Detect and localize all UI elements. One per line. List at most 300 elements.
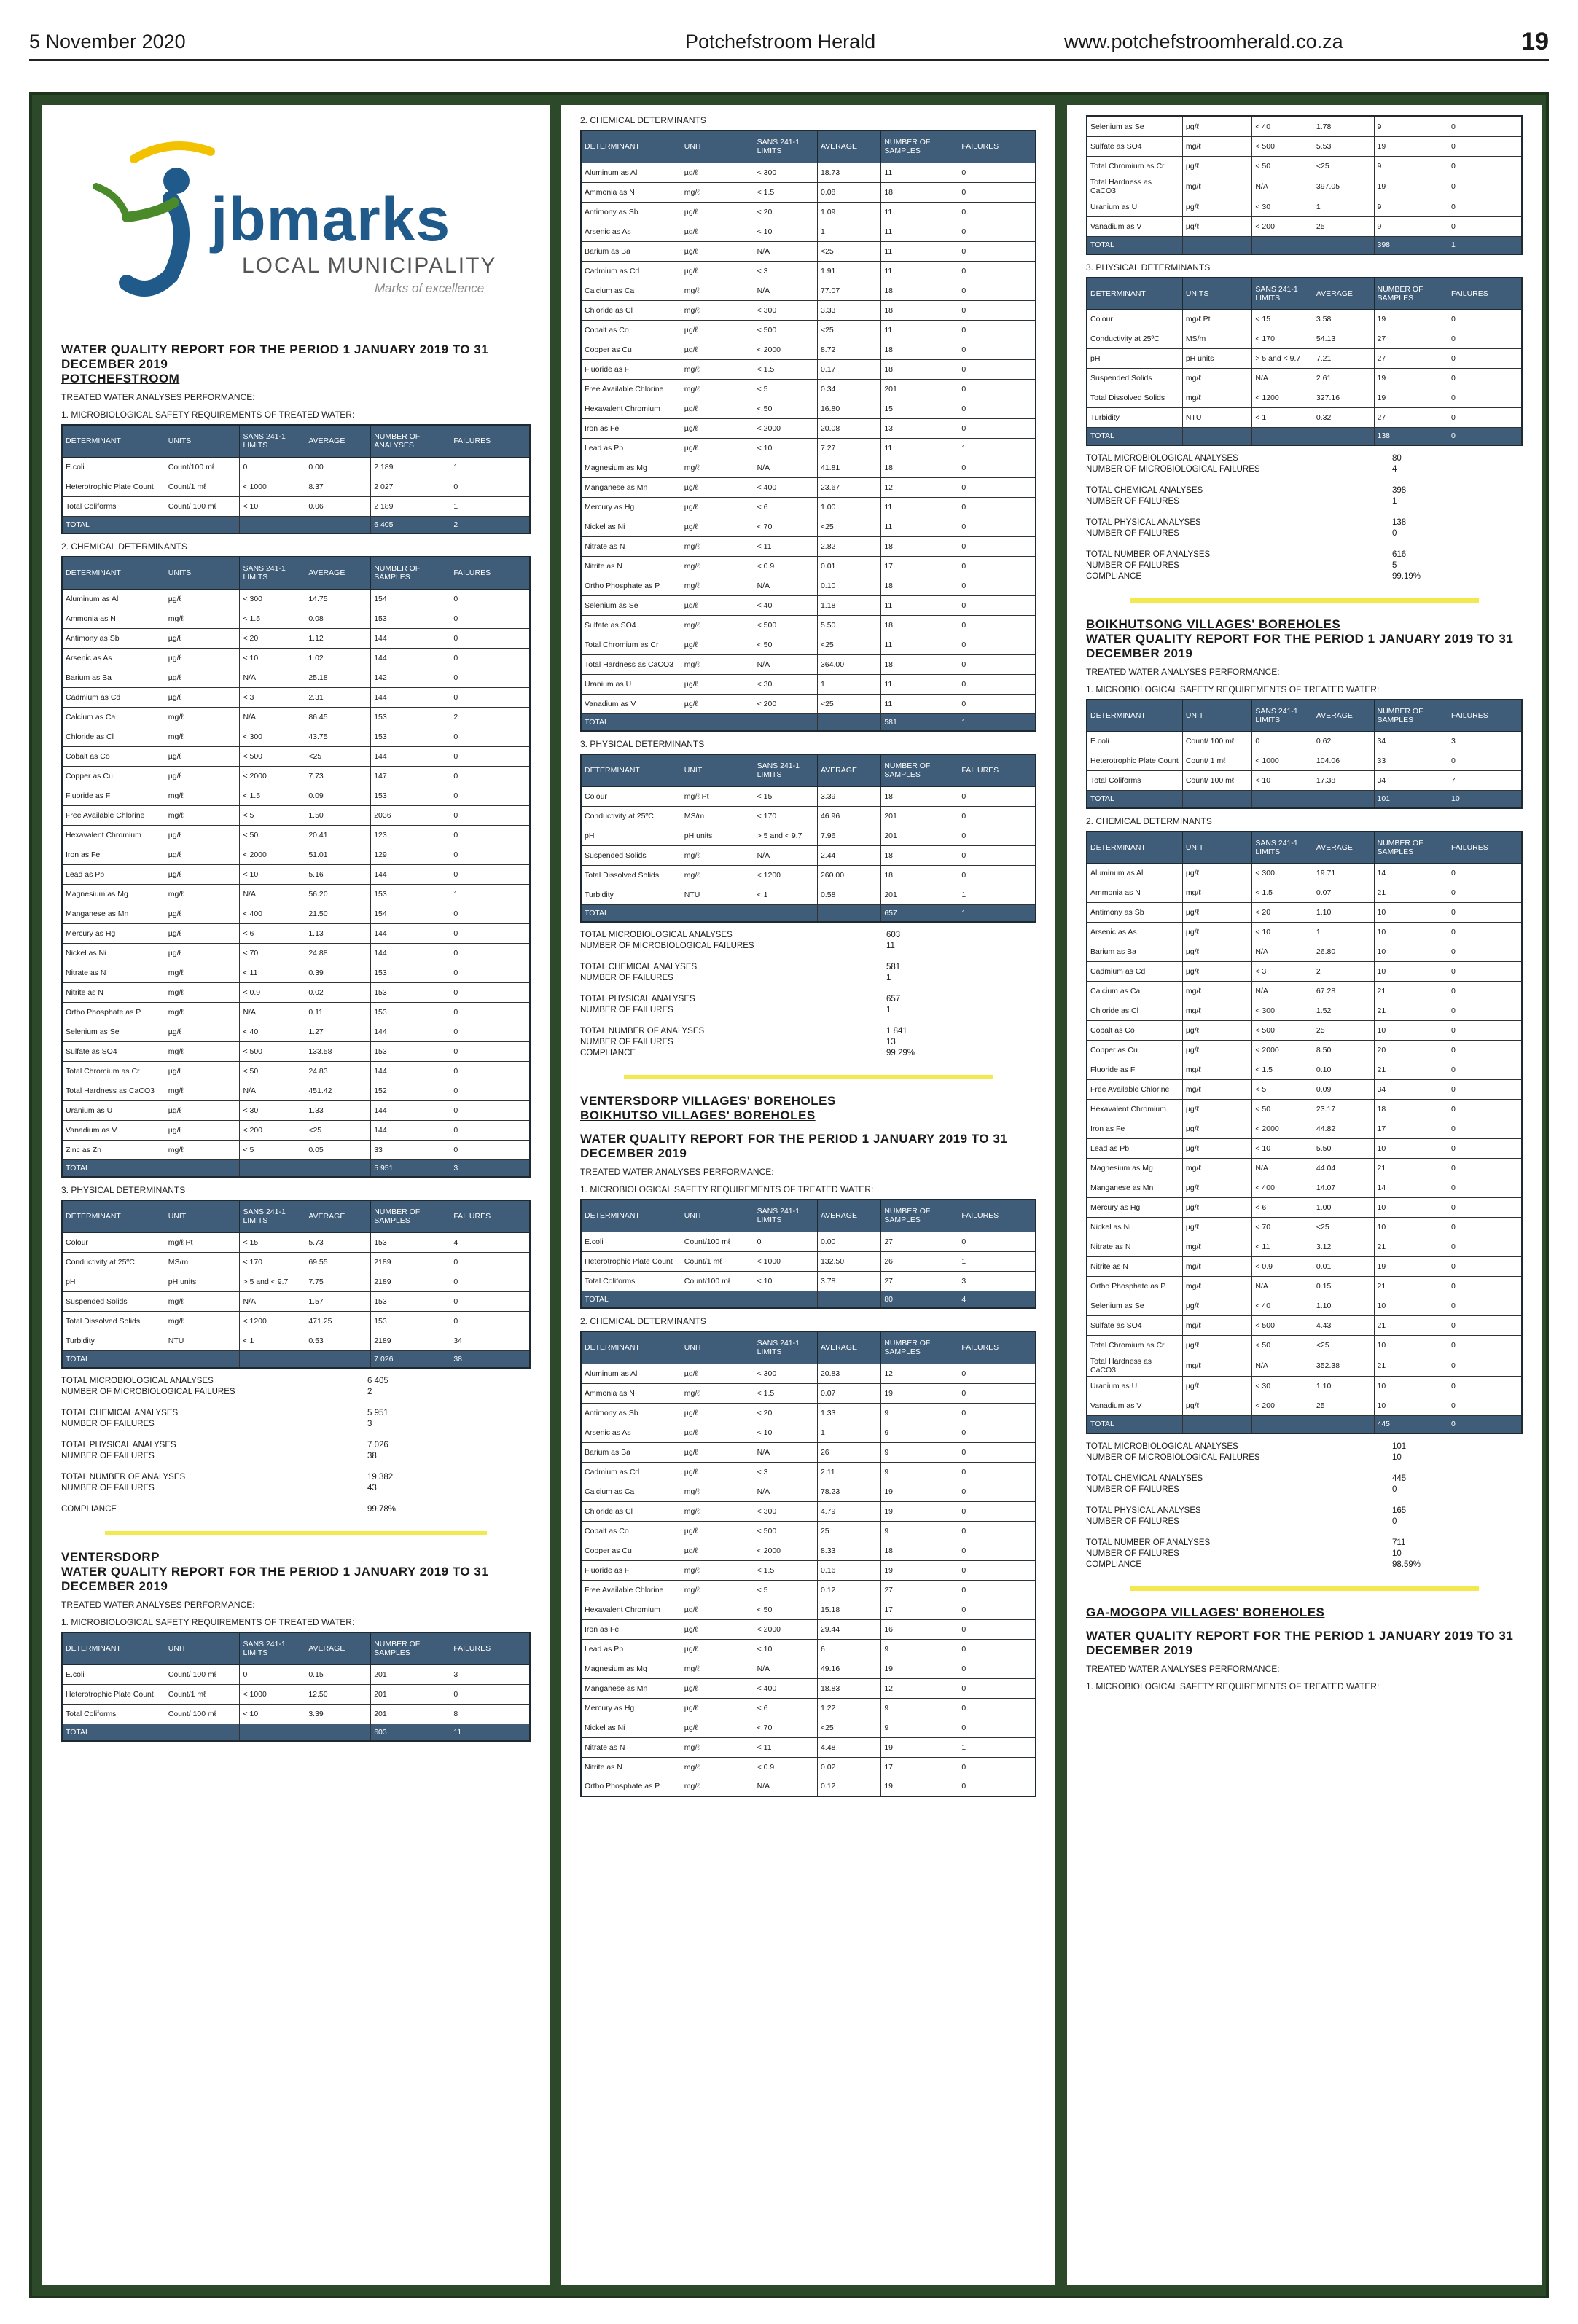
table-cell: < 0.9 <box>1252 1257 1313 1277</box>
table-cell: N/A <box>1252 982 1313 1001</box>
table-cell: Copper as Cu <box>62 766 165 786</box>
table-cell: N/A <box>240 707 305 727</box>
table-row <box>581 1482 1036 1501</box>
table-cell: 0 <box>958 674 1036 694</box>
phys-table <box>580 754 1036 923</box>
table-cell: Cobalt as Co <box>1087 1021 1182 1041</box>
table-cell: < 0.9 <box>754 1757 817 1777</box>
column-header: DETERMINANT <box>62 557 165 589</box>
table-row <box>581 202 1036 222</box>
table-cell: 0.00 <box>305 457 371 477</box>
table-cell: 0 <box>450 1291 530 1311</box>
table-cell: µg/ℓ <box>1182 1100 1252 1119</box>
table-cell: < 200 <box>240 1120 305 1140</box>
table-cell: Free Available Chlorine <box>581 379 681 399</box>
table-row <box>581 320 1036 340</box>
table-cell: Conductivity at 25ºC <box>581 806 681 826</box>
table-cell: < 10 <box>1252 771 1313 791</box>
table-cell: 67.28 <box>1313 982 1374 1001</box>
table-cell: 0.09 <box>305 786 371 805</box>
table-cell: Mercury as Hg <box>1087 1198 1182 1218</box>
table-cell: > 5 and < 9.7 <box>240 1272 305 1291</box>
micro-table <box>61 1632 531 1742</box>
table-cell: 0 <box>450 805 530 825</box>
table-cell: 12 <box>881 1364 958 1383</box>
table-cell: 153 <box>371 982 450 1002</box>
table-cell: 19.71 <box>1313 864 1374 883</box>
table-cell: < 200 <box>1252 217 1313 237</box>
table-cell: 0 <box>958 517 1036 536</box>
table-cell: mg/ℓ <box>1182 369 1252 388</box>
table-cell: 0 <box>754 1232 817 1251</box>
table-cell: 1.10 <box>1313 1296 1374 1316</box>
summary-label: TOTAL PHYSICAL ANALYSES <box>1086 517 1201 527</box>
table-cell: mg/ℓ <box>1182 1080 1252 1100</box>
column-header: SANS 241-1 LIMITS <box>754 754 817 786</box>
table-cell: 5.73 <box>305 1232 371 1252</box>
jbmarks-figure-icon <box>83 130 229 305</box>
table-row <box>581 477 1036 497</box>
table-cell: 0.34 <box>817 379 880 399</box>
table-row <box>62 1022 530 1041</box>
table-cell: 19 <box>881 1482 958 1501</box>
table-cell: Fluoride as F <box>581 1560 681 1580</box>
table-cell: 0 <box>450 923 530 943</box>
table-cell: 0 <box>450 1022 530 1041</box>
table-row <box>62 864 530 884</box>
table-cell: 9 <box>881 1639 958 1659</box>
table-row <box>62 746 530 766</box>
table-cell: mg/ℓ <box>681 1777 754 1796</box>
table-cell: < 40 <box>1252 1296 1313 1316</box>
data-table <box>1086 115 1523 255</box>
table-cell: 0 <box>450 943 530 963</box>
table-cell: 144 <box>371 648 450 668</box>
total-cell: 603 <box>371 1724 450 1741</box>
table-cell: 9 <box>881 1462 958 1482</box>
table-cell: 4 <box>450 1232 530 1252</box>
table-cell: 0 <box>958 1482 1036 1501</box>
table-cell: < 3 <box>1252 962 1313 982</box>
table-row <box>581 885 1036 904</box>
column-header: DETERMINANT <box>1087 278 1182 310</box>
table-cell: 0 <box>958 379 1036 399</box>
table-row <box>581 806 1036 826</box>
table-cell: 2 <box>1313 962 1374 982</box>
table-cell: 10 <box>1374 1336 1448 1355</box>
table-cell: 7.21 <box>1313 349 1374 369</box>
table-row <box>581 418 1036 438</box>
table-cell: µg/ℓ <box>1182 1041 1252 1060</box>
table-cell: N/A <box>754 458 817 477</box>
table-cell: µg/ℓ <box>681 418 754 438</box>
table-cell: <25 <box>1313 157 1374 176</box>
summary-label: TOTAL PHYSICAL ANALYSES <box>580 995 695 1003</box>
table-cell: µg/ℓ <box>165 668 240 687</box>
table-cell: 19 <box>1374 176 1448 197</box>
table-cell: 0.01 <box>1313 1257 1374 1277</box>
table-row <box>1087 137 1522 157</box>
table-cell: 0.12 <box>817 1580 880 1600</box>
summary-label: NUMBER OF MICROBIOLOGICAL FAILURES <box>580 942 754 950</box>
summary-value: 138 <box>1392 517 1407 527</box>
brand-subtitle: LOCAL MUNICIPALITY <box>242 254 497 278</box>
table-cell: 0 <box>1448 1041 1522 1060</box>
table-cell: Antimony as Sb <box>581 1403 681 1423</box>
table-cell: 16 <box>881 1619 958 1639</box>
table-cell: 9 <box>881 1718 958 1737</box>
table-cell: 0 <box>958 654 1036 674</box>
column-header: FAILURES <box>450 1632 530 1664</box>
column-header: SANS 241-1 LIMITS <box>1252 700 1313 732</box>
table-cell: 1 <box>958 438 1036 458</box>
table-cell: < 1 <box>240 1331 305 1350</box>
table-row <box>581 556 1036 576</box>
yellow-divider <box>105 1531 487 1535</box>
table-cell: 0 <box>958 1659 1036 1678</box>
micro-heading: 1. MICROBIOLOGICAL SAFETY REQUIREMENTS OF TREATED WATER: <box>1086 684 1380 695</box>
table-cell: 0 <box>1448 962 1522 982</box>
table-cell: µg/ℓ <box>681 1462 754 1482</box>
table-row <box>62 904 530 923</box>
table-cell: Mercury as Hg <box>62 923 165 943</box>
table-row <box>62 1140 530 1159</box>
table-cell: 0.05 <box>305 1140 371 1159</box>
column-boikhutsong <box>1067 105 1542 2285</box>
table-cell: Total Coliforms <box>62 496 165 516</box>
table-cell: Heterotrophic Plate Count <box>1087 751 1182 771</box>
column-header: NUMBER OF SAMPLES <box>881 130 958 163</box>
table-row <box>581 1271 1036 1291</box>
table-cell: < 500 <box>240 1041 305 1061</box>
table-cell: < 50 <box>754 635 817 654</box>
table-cell: Iron as Fe <box>581 1619 681 1639</box>
table-cell: Cadmium as Cd <box>1087 962 1182 982</box>
summary-label: TOTAL NUMBER OF ANALYSES <box>61 1473 186 1482</box>
table-cell: 2.44 <box>817 845 880 865</box>
table-cell: <25 <box>1313 1336 1374 1355</box>
table-row <box>1087 883 1522 903</box>
table-cell: 0 <box>450 1061 530 1081</box>
table-cell: Free Available Chlorine <box>62 805 165 825</box>
summary-value: 7 026 <box>367 1441 388 1449</box>
column-header: SANS 241-1 LIMITS <box>1252 832 1313 864</box>
table-cell: Copper as Cu <box>581 340 681 359</box>
table-cell: 20.41 <box>305 825 371 845</box>
table-cell: 0 <box>958 477 1036 497</box>
table-cell: 0.10 <box>1313 1060 1374 1080</box>
table-cell: NTU <box>165 1331 240 1350</box>
table-row <box>1087 176 1522 197</box>
table-cell: mg/ℓ <box>165 963 240 982</box>
table-row <box>581 654 1036 674</box>
table-row <box>581 1383 1036 1403</box>
table-cell: Cadmium as Cd <box>62 687 165 707</box>
total-cell <box>1313 791 1374 808</box>
table-cell: µg/ℓ <box>1182 1119 1252 1139</box>
table-cell: 10 <box>1374 1296 1448 1316</box>
table-cell: 25 <box>1313 217 1374 237</box>
table-cell: N/A <box>754 1442 817 1462</box>
table-cell: mg/ℓ <box>681 1501 754 1521</box>
table-cell: < 0.9 <box>754 556 817 576</box>
table-cell: µg/ℓ <box>1182 942 1252 962</box>
total-cell <box>681 713 754 731</box>
table-cell: 15.18 <box>817 1600 880 1619</box>
table-cell: 0 <box>450 1041 530 1061</box>
table-cell: 9 <box>1374 157 1448 176</box>
table-cell: < 5 <box>754 379 817 399</box>
summary-value: 98.59% <box>1392 1560 1421 1569</box>
total-cell <box>817 904 880 922</box>
data-table <box>1086 277 1523 446</box>
table-cell: 153 <box>371 1002 450 1022</box>
table-cell: 17 <box>881 1600 958 1619</box>
table-row <box>1087 1316 1522 1336</box>
table-cell: 9 <box>881 1403 958 1423</box>
table-row <box>581 826 1036 845</box>
brand-name: jbmarks <box>211 185 451 254</box>
table-cell: 25 <box>817 1521 880 1541</box>
table-cell: mg/ℓ <box>681 1560 754 1580</box>
table-cell: Total Dissolved Solids <box>581 865 681 885</box>
table-cell: 2.31 <box>305 687 371 707</box>
table-cell: 0 <box>1252 732 1313 751</box>
table-row <box>581 865 1036 885</box>
table-cell: 0 <box>1448 1218 1522 1237</box>
table-cell: < 2000 <box>1252 1041 1313 1060</box>
table-cell: 0 <box>450 727 530 746</box>
table-cell: Lead as Pb <box>581 438 681 458</box>
table-cell: µg/ℓ <box>1182 217 1252 237</box>
table-cell: 0 <box>1448 923 1522 942</box>
total-cell <box>817 1291 880 1308</box>
table-cell: 5.53 <box>1313 137 1374 157</box>
table-cell: < 400 <box>754 477 817 497</box>
table-cell: mg/ℓ Pt <box>1182 310 1252 329</box>
summary-label: TOTAL CHEMICAL ANALYSES <box>1086 485 1203 495</box>
table-row <box>62 668 530 687</box>
table-cell: 0 <box>450 687 530 707</box>
table-cell: 0 <box>1448 1001 1522 1021</box>
table-cell: Barium as Ba <box>581 1442 681 1462</box>
table-cell: 11 <box>881 674 958 694</box>
table-row <box>1087 1080 1522 1100</box>
table-cell: 0 <box>958 300 1036 320</box>
table-cell: 21 <box>1374 1159 1448 1178</box>
table-cell: 0.09 <box>1313 1080 1374 1100</box>
column-header: AVERAGE <box>817 754 880 786</box>
table-cell: µg/ℓ <box>1182 157 1252 176</box>
table-cell: NTU <box>1182 408 1252 428</box>
intro-text: TREATED WATER ANALYSES PERFORMANCE: <box>1086 666 1280 677</box>
table-cell: 0 <box>1448 1277 1522 1296</box>
table-cell: 0 <box>1448 388 1522 408</box>
table-cell: Nitrate as N <box>62 963 165 982</box>
table-cell: mg/ℓ <box>165 805 240 825</box>
total-cell <box>754 904 817 922</box>
table-cell: Count/100 mℓ <box>165 457 240 477</box>
table-row <box>1087 217 1522 237</box>
chem-table-continued <box>1086 115 1523 255</box>
table-cell: < 5 <box>240 805 305 825</box>
column-header: AVERAGE <box>305 1632 371 1664</box>
table-cell: mg/ℓ <box>1182 137 1252 157</box>
table-cell: 0 <box>958 1232 1036 1251</box>
table-cell: µg/ℓ <box>681 1521 754 1541</box>
column-header: NUMBER OF SAMPLES <box>371 1200 450 1232</box>
table-cell: 144 <box>371 687 450 707</box>
table-row <box>581 1560 1036 1580</box>
intro-text: TREATED WATER ANALYSES PERFORMANCE: <box>580 1167 774 1177</box>
table-cell: 144 <box>371 746 450 766</box>
table-row <box>581 359 1036 379</box>
table-row <box>581 1462 1036 1482</box>
table-cell: Iron as Fe <box>62 845 165 864</box>
table-cell: µg/ℓ <box>1182 117 1252 137</box>
table-cell: Heterotrophic Plate Count <box>581 1251 681 1271</box>
website-link[interactable]: www.potchefstroomherald.co.za <box>1064 31 1343 52</box>
column-header: AVERAGE <box>1313 832 1374 864</box>
summary-value: 603 <box>886 931 901 939</box>
table-cell: 29.44 <box>817 1619 880 1639</box>
table-cell: µg/ℓ <box>681 1403 754 1423</box>
column-header: NUMBER OF SAMPLES <box>881 754 958 786</box>
summary-value: 2 <box>367 1388 372 1396</box>
table-cell: 26 <box>817 1442 880 1462</box>
table-cell: 0 <box>958 826 1036 845</box>
table-cell: Hexavalent Chromium <box>581 1600 681 1619</box>
table-row <box>62 1272 530 1291</box>
table-cell: 4.79 <box>817 1501 880 1521</box>
table-cell: < 1.5 <box>754 1383 817 1403</box>
table-cell: 0 <box>450 648 530 668</box>
table-row <box>62 963 530 982</box>
total-cell <box>1313 237 1374 254</box>
table-row <box>1087 310 1522 329</box>
table-cell: mg/ℓ <box>681 556 754 576</box>
table-cell: µg/ℓ <box>1182 1021 1252 1041</box>
table-cell: µg/ℓ <box>1182 923 1252 942</box>
table-row <box>62 884 530 904</box>
column-header: DETERMINANT <box>1087 700 1182 732</box>
table-row <box>581 340 1036 359</box>
table-cell: 2 189 <box>371 457 450 477</box>
summary-value: 5 951 <box>367 1409 388 1417</box>
table-cell: N/A <box>754 1659 817 1678</box>
column-header: NUMBER OF SAMPLES <box>371 557 450 589</box>
table-row <box>581 182 1036 202</box>
total-cell <box>1182 791 1252 808</box>
table-cell: 8 <box>450 1704 530 1724</box>
table-row <box>581 595 1036 615</box>
table-cell: < 2000 <box>240 766 305 786</box>
table-cell: 2 <box>450 707 530 727</box>
summary-label: NUMBER OF FAILURES <box>580 974 673 982</box>
table-cell: Selenium as Se <box>581 595 681 615</box>
table-cell: 18 <box>881 359 958 379</box>
total-cell <box>1252 1416 1313 1433</box>
table-cell: Chloride as Cl <box>581 1501 681 1521</box>
table-cell: Ammonia as N <box>1087 883 1182 903</box>
table-cell: mg/ℓ <box>681 458 754 477</box>
micro-table <box>1086 699 1523 809</box>
table-cell: Conductivity at 25ºC <box>62 1252 165 1272</box>
table-cell: < 70 <box>754 517 817 536</box>
table-cell: µg/ℓ <box>681 261 754 281</box>
column-header: NUMBER OF SAMPLES <box>1374 700 1448 732</box>
table-cell: Nitrate as N <box>581 1737 681 1757</box>
table-row <box>62 1291 530 1311</box>
total-cell: 4 <box>958 1291 1036 1308</box>
table-cell: < 2000 <box>240 845 305 864</box>
yellow-divider <box>1130 598 1479 603</box>
total-cell <box>240 1724 305 1741</box>
table-cell: mg/ℓ Pt <box>681 786 754 806</box>
table-row <box>1087 942 1522 962</box>
column-header: UNITS <box>165 557 240 589</box>
table-cell: < 70 <box>754 1718 817 1737</box>
table-row <box>62 825 530 845</box>
table-row <box>62 457 530 477</box>
column-header: UNIT <box>1182 700 1252 732</box>
table-cell: 11 <box>881 261 958 281</box>
column-header: SANS 241-1 LIMITS <box>240 1200 305 1232</box>
table-cell: Ortho Phosphate as P <box>1087 1277 1182 1296</box>
table-cell: Fluoride as F <box>1087 1060 1182 1080</box>
table-cell: 0 <box>1448 864 1522 883</box>
table-cell: < 20 <box>1252 903 1313 923</box>
table-cell: µg/ℓ <box>681 517 754 536</box>
table-cell: 0 <box>1448 1316 1522 1336</box>
summary-label: NUMBER OF MICROBIOLOGICAL FAILURES <box>61 1388 235 1396</box>
table-row <box>62 1232 530 1252</box>
table-cell: 1.50 <box>305 805 371 825</box>
table-cell: Antimony as Sb <box>1087 903 1182 923</box>
table-cell: < 500 <box>754 320 817 340</box>
column-header: FAILURES <box>958 754 1036 786</box>
total-cell: TOTAL <box>62 1724 165 1741</box>
table-cell: 153 <box>371 1311 450 1331</box>
table-row <box>1087 197 1522 217</box>
table-cell: < 2000 <box>1252 1119 1313 1139</box>
table-cell: <25 <box>305 1120 371 1140</box>
table-cell: 19 <box>881 1659 958 1678</box>
table-cell: < 1 <box>1252 408 1313 428</box>
table-cell: Turbidity <box>581 885 681 904</box>
total-cell <box>305 1159 371 1177</box>
table-cell: < 6 <box>1252 1198 1313 1218</box>
table-cell: mg/ℓ <box>1182 176 1252 197</box>
table-cell: 11 <box>881 222 958 241</box>
column-header: FAILURES <box>958 130 1036 163</box>
table-cell: Total Hardness as CaCO3 <box>1087 176 1182 197</box>
table-row <box>581 497 1036 517</box>
table-cell: 3 <box>958 1271 1036 1291</box>
table-cell: 7.75 <box>305 1272 371 1291</box>
report-place: BOIKHUTSO VILLAGES' BOREHOLES <box>580 1108 816 1122</box>
table-cell: mg/ℓ <box>165 1291 240 1311</box>
table-row <box>581 1600 1036 1619</box>
table-cell: 0 <box>1448 1377 1522 1396</box>
table-row <box>581 1423 1036 1442</box>
total-row <box>62 1350 530 1368</box>
summary-value: 101 <box>1392 1441 1407 1451</box>
table-cell: 3.78 <box>817 1271 880 1291</box>
table-cell: mg/ℓ <box>1182 1257 1252 1277</box>
table-row <box>581 1619 1036 1639</box>
column-header: DETERMINANT <box>581 1200 681 1232</box>
